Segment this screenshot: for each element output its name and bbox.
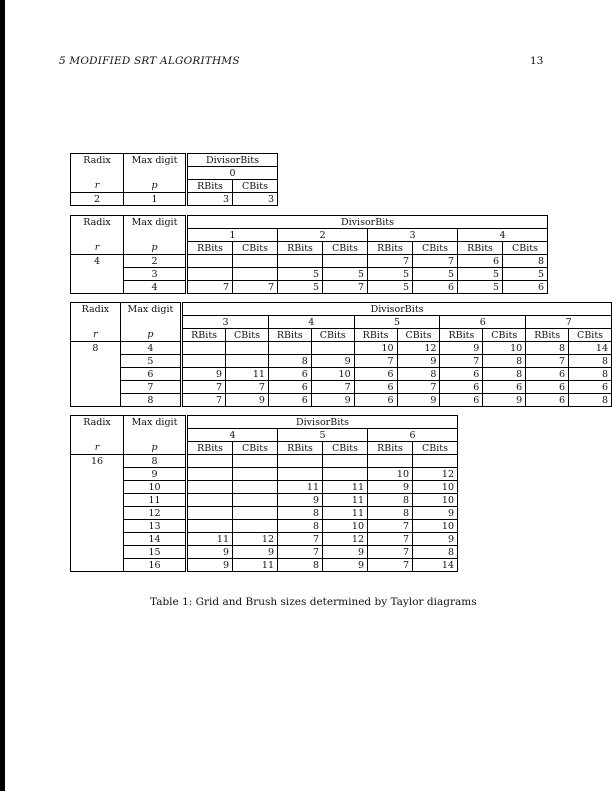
max-digit-value: 9 [124,468,187,481]
bits-value: 7 [323,281,368,294]
bits-value: 3 [233,193,278,206]
table-row [71,381,612,394]
bits-value: 10 [354,342,397,355]
table-row [71,533,458,546]
cbits-header: CBits [323,242,368,255]
bits-value: 5 [413,268,458,281]
bits-value: 12 [413,468,458,481]
max-digit-header: Max digit [124,216,187,229]
blank-cell [71,381,121,394]
bits-value: 5 [278,281,323,294]
bits-value [233,494,278,507]
bits-value [268,342,311,355]
max-digit-value: 8 [120,394,181,407]
page-number: 13 [530,55,544,67]
blank-cell [71,394,121,407]
bits-value: 6 [354,381,397,394]
bits-value: 5 [458,268,503,281]
table-row [71,546,458,559]
bits-value: 9 [278,494,323,507]
bits-value: 9 [397,355,440,368]
bits-value: 7 [278,546,323,559]
table-row [71,455,458,468]
max-digit-value: 14 [124,533,187,546]
bits-value: 11 [278,481,323,494]
bits-value: 8 [503,255,548,268]
bits-value: 8 [278,559,323,572]
table-row [71,481,458,494]
bits-value [233,255,278,268]
bits-value: 9 [440,342,483,355]
bits-value: 8 [368,507,413,520]
bits-value: 9 [311,394,354,407]
bits-value [233,468,278,481]
bits-value: 10 [413,481,458,494]
divisor-bits-header: DivisorBits [187,216,548,229]
divisor-bits-group: 5 [278,429,368,442]
cbits-header: CBits [503,242,548,255]
p-symbol: p [124,242,187,255]
bits-value: 6 [413,281,458,294]
radix-value: 16 [71,455,124,468]
running-header: 5 MODIFIED SRT ALGORITHMS [59,55,240,67]
max-digit-value: 1 [124,193,187,206]
divisor-bits-header: DivisorBits [187,416,458,429]
bits-value: 6 [268,394,311,407]
rbits-header: RBits [458,242,503,255]
bits-value: 7 [187,281,233,294]
divisor-bits-header: DivisorBits [187,154,278,167]
bits-value: 14 [569,342,612,355]
bits-value: 11 [323,494,368,507]
bits-value: 6 [503,281,548,294]
divisor-bits-group: 5 [354,316,440,329]
bits-value: 7 [354,355,397,368]
blank-cell [124,229,187,242]
max-digit-value: 2 [124,255,187,268]
table-row [71,468,458,481]
divisor-bits-group: 6 [368,429,458,442]
bits-value: 8 [278,520,323,533]
cbits-header: CBits [233,442,278,455]
blank-cell [71,355,121,368]
cbits-header: CBits [226,329,269,342]
divisor-bits-group: 7 [526,316,612,329]
max-digit-value: 6 [120,368,181,381]
rbits-header: RBits [368,442,413,455]
bits-value [182,342,226,355]
bits-value: 7 [526,355,569,368]
bits-value: 11 [323,481,368,494]
max-digit-header: Max digit [120,303,181,316]
rbits-header: RBits [368,242,413,255]
max-digit-value: 5 [120,355,181,368]
table-row [71,394,612,407]
bits-value: 10 [413,494,458,507]
bits-value [182,355,226,368]
max-digit-value: 3 [124,268,187,281]
max-digit-header: Max digit [124,154,187,167]
divisor-bits-group: 4 [187,429,278,442]
divisor-bits-group: 4 [268,316,354,329]
bits-value: 6 [526,368,569,381]
bits-value: 7 [182,381,226,394]
blank-cell [124,429,187,442]
bits-value: 8 [413,546,458,559]
bits-value: 10 [368,468,413,481]
bits-value: 9 [233,546,278,559]
radix-header: Radix [71,416,124,429]
radix-value: 4 [71,255,124,268]
p-symbol: p [120,329,181,342]
table-row [71,342,612,355]
bits-value [187,494,233,507]
cbits-header: CBits [311,329,354,342]
table-radix-2 [70,153,278,206]
rbits-header: RBits [187,180,233,193]
blank-cell [71,507,124,520]
max-digit-value: 7 [120,381,181,394]
divisor-bits-group: 3 [182,316,269,329]
bits-value: 11 [226,368,269,381]
bits-value: 12 [233,533,278,546]
bits-value: 7 [368,559,413,572]
blank-cell [71,481,124,494]
bits-value: 8 [526,342,569,355]
bits-value: 8 [569,394,612,407]
blank-cell [71,494,124,507]
table-row [71,559,458,572]
blank-cell [71,281,124,294]
divisor-bits-group: 1 [187,229,278,242]
rbits-header: RBits [268,329,311,342]
cbits-header: CBits [233,180,278,193]
bits-value [233,455,278,468]
divisor-bits-group: 2 [278,229,368,242]
bits-value [187,520,233,533]
divisor-bits-header: DivisorBits [182,303,612,316]
page-edge-bar [0,0,5,791]
r-symbol: r [71,329,121,342]
bits-value: 7 [368,520,413,533]
bits-value [233,507,278,520]
table-radix-4 [70,215,548,294]
bits-value: 9 [323,546,368,559]
blank-cell [71,368,121,381]
blank-cell [71,546,124,559]
bits-value: 5 [503,268,548,281]
bits-value [323,255,368,268]
radix-header: Radix [71,154,124,167]
bits-value [226,355,269,368]
bits-value [187,507,233,520]
bits-value: 8 [397,368,440,381]
cbits-header: CBits [323,442,368,455]
table-row [71,494,458,507]
blank-cell [120,316,181,329]
cbits-header: CBits [397,329,440,342]
blank-cell [71,559,124,572]
bits-value: 7 [368,546,413,559]
blank-cell [71,468,124,481]
blank-cell [71,520,124,533]
bits-value: 9 [413,507,458,520]
bits-value: 6 [569,381,612,394]
bits-value: 8 [483,368,526,381]
cbits-header: CBits [413,442,458,455]
table-caption: Table 1: Grid and Brush sizes determined by Taylor diagrams [150,596,477,608]
bits-value [226,342,269,355]
rbits-header: RBits [187,442,233,455]
bits-value [187,481,233,494]
bits-value: 9 [311,355,354,368]
radix-value: 2 [71,193,124,206]
bits-value: 7 [278,533,323,546]
blank-cell [71,167,124,180]
rbits-header: RBits [440,329,483,342]
bits-value [233,268,278,281]
max-digit-value: 4 [120,342,181,355]
bits-value: 9 [182,368,226,381]
blank-cell [71,229,124,242]
bits-value [233,520,278,533]
bits-value: 5 [368,268,413,281]
table-row [71,368,612,381]
bits-value [278,255,323,268]
rbits-header: RBits [278,242,323,255]
blank-cell [124,167,187,180]
bits-value: 11 [233,559,278,572]
r-symbol: r [71,442,124,455]
bits-value [368,455,413,468]
bits-value: 7 [182,394,226,407]
bits-value: 6 [526,381,569,394]
bits-value: 5 [323,268,368,281]
bits-value: 6 [483,381,526,394]
cbits-header: CBits [233,242,278,255]
bits-value: 6 [354,368,397,381]
bits-value: 9 [323,559,368,572]
blank-cell [71,316,121,329]
blank-cell [71,429,124,442]
bits-value [323,468,368,481]
table-row [71,193,278,206]
max-digit-value: 11 [124,494,187,507]
bits-value [187,468,233,481]
rbits-header: RBits [354,329,397,342]
bits-value: 9 [483,394,526,407]
bits-value: 8 [278,507,323,520]
bits-value: 5 [368,281,413,294]
bits-value [278,455,323,468]
bits-value: 7 [397,381,440,394]
table-row [71,255,548,268]
radix-header: Radix [71,303,121,316]
cbits-header: CBits [569,329,612,342]
bits-value: 6 [440,381,483,394]
table-row [71,268,548,281]
max-digit-value: 8 [124,455,187,468]
bits-value: 9 [397,394,440,407]
bits-value: 8 [569,355,612,368]
bits-value: 6 [354,394,397,407]
bits-value: 10 [323,520,368,533]
rbits-header: RBits [187,242,233,255]
bits-value: 7 [368,533,413,546]
bits-value: 10 [483,342,526,355]
bits-value: 6 [458,255,503,268]
radix-value: 8 [71,342,121,355]
bits-value: 9 [368,481,413,494]
cbits-header: CBits [483,329,526,342]
divisor-bits-group: 4 [458,229,548,242]
max-digit-value: 12 [124,507,187,520]
bits-value: 9 [413,533,458,546]
bits-value: 7 [233,281,278,294]
bits-value [187,268,233,281]
table-radix-8 [70,302,612,407]
max-digit-header: Max digit [124,416,187,429]
bits-value: 7 [368,255,413,268]
bits-value: 10 [413,520,458,533]
bits-value: 14 [413,559,458,572]
bits-value [323,455,368,468]
bits-value: 7 [226,381,269,394]
bits-value: 6 [526,394,569,407]
bits-value [311,342,354,355]
bits-value: 9 [187,559,233,572]
blank-cell [71,533,124,546]
bits-value: 6 [440,368,483,381]
bits-value: 8 [569,368,612,381]
max-digit-value: 16 [124,559,187,572]
bits-value: 11 [187,533,233,546]
rbits-header: RBits [278,442,323,455]
bits-value [413,455,458,468]
bits-value [187,255,233,268]
max-digit-value: 10 [124,481,187,494]
divisor-bits-group: 6 [440,316,526,329]
table-row [71,520,458,533]
bits-value: 8 [368,494,413,507]
bits-value: 10 [311,368,354,381]
table-row [71,355,612,368]
bits-value: 5 [458,281,503,294]
bits-value: 8 [483,355,526,368]
rbits-header: RBits [526,329,569,342]
blank-cell [71,268,124,281]
radix-header: Radix [71,216,124,229]
bits-value: 6 [268,381,311,394]
cbits-header: CBits [413,242,458,255]
table-radix-16 [70,415,458,572]
bits-value: 7 [311,381,354,394]
max-digit-value: 15 [124,546,187,559]
divisor-bits-group: 3 [368,229,458,242]
bits-value: 7 [413,255,458,268]
bits-value: 6 [268,368,311,381]
bits-value: 8 [268,355,311,368]
bits-value [233,481,278,494]
bits-value [278,468,323,481]
bits-value: 12 [397,342,440,355]
bits-value [187,455,233,468]
table-row [71,281,548,294]
bits-value: 6 [440,394,483,407]
bits-value: 3 [187,193,233,206]
bits-value: 9 [187,546,233,559]
divisor-bits-group: 0 [187,167,278,180]
max-digit-value: 13 [124,520,187,533]
max-digit-value: 4 [124,281,187,294]
bits-value: 9 [226,394,269,407]
bits-value: 5 [278,268,323,281]
r-symbol: r [71,180,124,193]
bits-value: 11 [323,507,368,520]
bits-value: 7 [440,355,483,368]
p-symbol: p [124,442,187,455]
table-row [71,507,458,520]
rbits-header: RBits [182,329,226,342]
r-symbol: r [71,242,124,255]
p-symbol: p [124,180,187,193]
bits-value: 12 [323,533,368,546]
